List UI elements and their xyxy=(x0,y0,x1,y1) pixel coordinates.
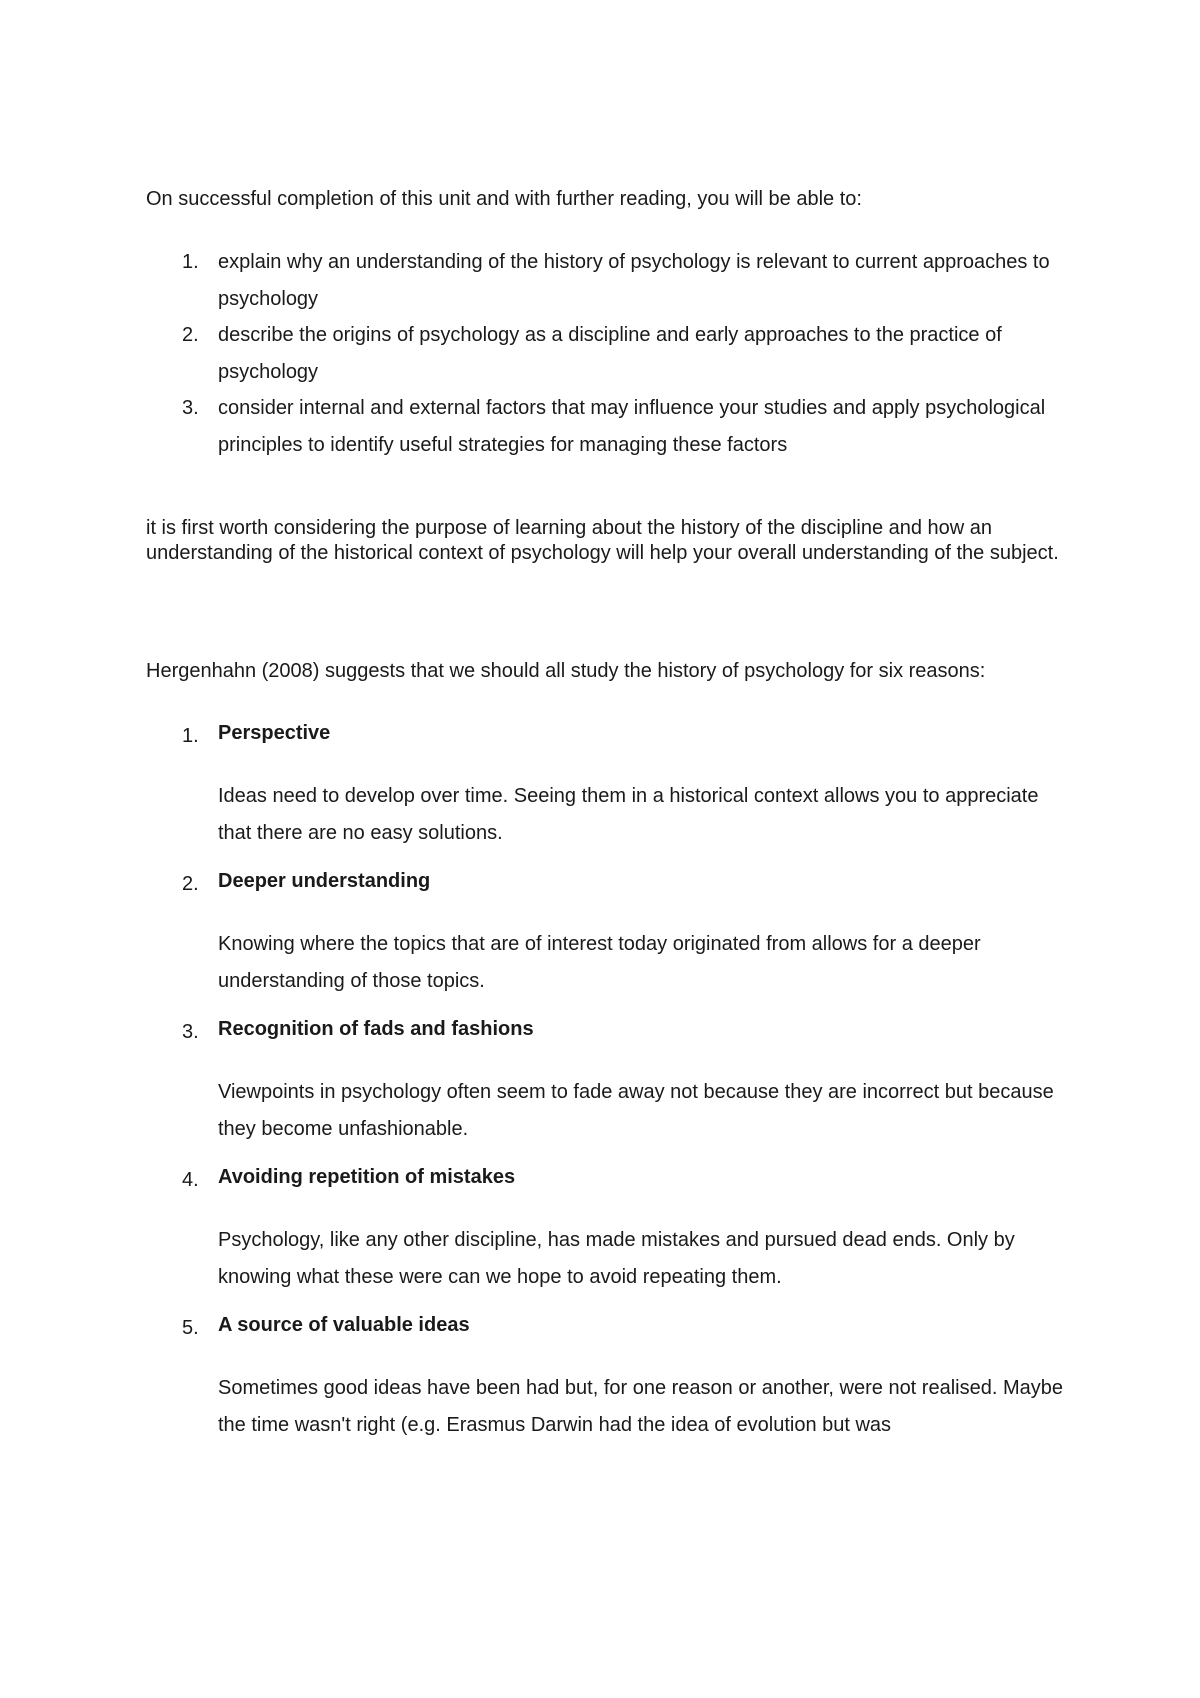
list-item xyxy=(146,244,1066,317)
reason-description: Ideas need to develop over time. Seeing them in a historical context allows you to appreciate that there are no easy solutions. xyxy=(218,785,1039,844)
six-reasons-list xyxy=(146,718,1066,1458)
list-number: 3. xyxy=(182,1021,199,1043)
list-item xyxy=(146,1014,1066,1147)
reason-description: Sometimes good ideas have been had but, for one reason or another, were not realised. Maybe the time wasn't right (e.g. Erasmus Darwin had the idea of evolution but was xyxy=(218,1377,1063,1436)
list-number: 2. xyxy=(182,324,199,346)
reason-description: Viewpoints in psychology often seem to fade away not because they are incorrect but because they become unfashionable. xyxy=(218,1081,1054,1140)
list-item xyxy=(146,1310,1066,1443)
list-number: 1. xyxy=(182,725,199,747)
list-number: 4. xyxy=(182,1169,199,1191)
list-number: 1. xyxy=(182,251,199,273)
list-item xyxy=(146,317,1066,390)
objective-text: consider internal and external factors that may influence your studies and apply psychological principles to identify useful strategies for managing these factors xyxy=(218,397,1046,456)
reason-title: A source of valuable ideas xyxy=(218,1314,470,1336)
reason-description: Knowing where the topics that are of interest today originated from allows for a deeper understanding of those topics. xyxy=(218,933,981,992)
learning-objectives-list xyxy=(146,244,1066,463)
reason-title: Avoiding repetition of mistakes xyxy=(218,1166,516,1188)
list-item xyxy=(146,718,1066,851)
reason-title: Perspective xyxy=(218,722,331,744)
reason-title: Deeper understanding xyxy=(218,870,431,892)
list-number: 3. xyxy=(182,397,199,419)
reason-description: Psychology, like any other discipline, has made mistakes and pursued dead ends. Only by knowing what these were can we hope to avoid repeating them. xyxy=(218,1229,1015,1288)
list-item xyxy=(146,390,1066,463)
reason-title: Recognition of fads and fashions xyxy=(218,1018,534,1040)
objective-text: describe the origins of psychology as a discipline and early approaches to the practice of psychology xyxy=(218,324,1002,383)
hergenhahn-paragraph: Hergenhahn (2008) suggests that we should all study the history of psychology for six reasons: xyxy=(146,660,986,682)
objective-text: explain why an understanding of the history of psychology is relevant to current approaches to psychology xyxy=(218,251,1050,310)
list-item xyxy=(146,866,1066,999)
purpose-paragraph: it is first worth considering the purpose of learning about the history of the discipline and how an understanding of the historical context of psychology will help your overall understanding of the subject. xyxy=(146,517,1059,564)
intro-paragraph: On successful completion of this unit and with further reading, you will be able to: xyxy=(146,188,862,210)
list-number: 5. xyxy=(182,1317,199,1339)
list-item xyxy=(146,1162,1066,1295)
list-number: 2. xyxy=(182,873,199,895)
